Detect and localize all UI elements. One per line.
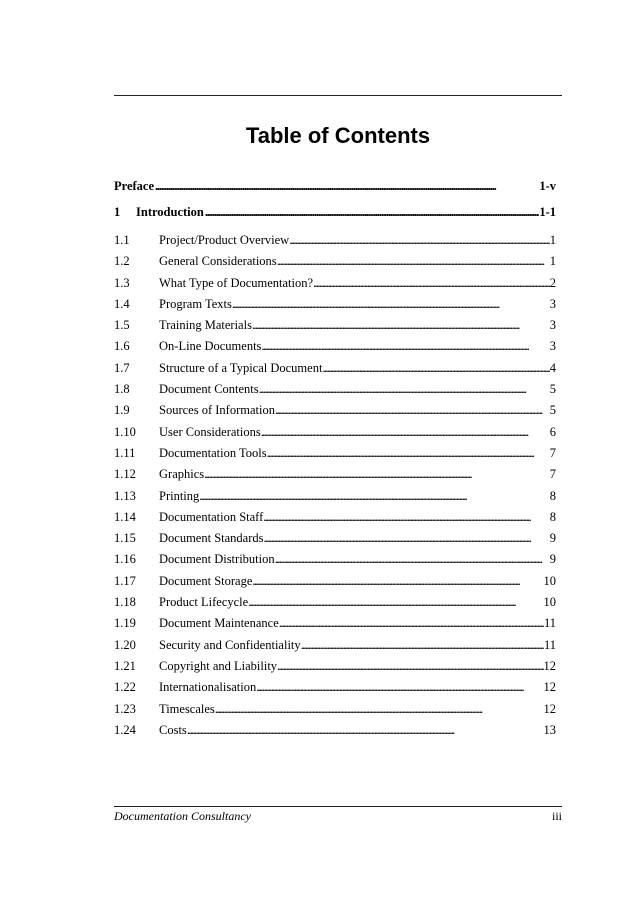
header-rule — [114, 95, 562, 96]
leader-dots — [199, 486, 549, 507]
leader-dots — [205, 202, 539, 222]
toc-entry-number: 1.21 — [114, 658, 136, 673]
toc-entry-number: 1.2 — [114, 254, 130, 269]
toc-entry-label: Document Storage — [159, 573, 253, 588]
leader-dots — [215, 699, 544, 720]
leader-dots — [279, 613, 544, 634]
toc-entry-number: 1.20 — [114, 637, 136, 652]
toc-entry-page: 1 — [549, 233, 556, 247]
toc-entry-page: 5 — [549, 382, 556, 397]
toc-entry-label: Documentation Tools — [159, 445, 267, 460]
leader-dots — [204, 464, 550, 485]
toc-entry-number: 1.18 — [114, 595, 136, 610]
toc-entry-page: 13 — [543, 722, 556, 737]
toc-entry-page: 1-v — [539, 179, 556, 193]
footer-rule — [114, 806, 562, 807]
toc-entry-page: 3 — [549, 318, 556, 333]
toc-entry-number: 1.7 — [114, 360, 130, 375]
leader-dots — [267, 443, 550, 464]
toc-entry[interactable] — [114, 230, 556, 251]
leader-dots — [275, 400, 550, 421]
toc-entry-page: 9 — [549, 552, 556, 567]
table-of-contents — [114, 176, 556, 741]
toc-entry-page: 6 — [549, 424, 556, 439]
toc-entry-label: Documentation Staff — [159, 509, 264, 524]
toc-entry-page: 2 — [549, 275, 556, 290]
toc-entry-number: 1.4 — [114, 296, 130, 311]
leader-dots — [322, 358, 549, 379]
toc-entry-label: Security and Confidentiality — [159, 637, 301, 652]
toc-entry[interactable] — [114, 358, 556, 379]
toc-entry-number: 1.1 — [114, 233, 130, 247]
toc-entry-number: 1.15 — [114, 531, 136, 546]
leader-dots — [289, 230, 550, 251]
toc-entry[interactable] — [114, 656, 556, 677]
toc-entry-label: Training Materials — [159, 318, 252, 333]
page-title: Table of Contents — [245, 123, 431, 148]
toc-entry-label: Program Texts — [159, 296, 232, 311]
toc-entry[interactable] — [114, 720, 556, 741]
toc-entry[interactable] — [114, 400, 556, 421]
toc-entry-label: Document Contents — [159, 382, 259, 397]
toc-entry-label: Introduction — [136, 205, 204, 219]
toc-entry-number: 1.24 — [114, 722, 136, 737]
leader-dots — [232, 294, 550, 315]
toc-entry-label: Sources of Information — [159, 403, 275, 418]
toc-entry-label: Timescales — [159, 701, 215, 716]
toc-entry-page: 7 — [549, 467, 556, 482]
leader-dots — [261, 336, 549, 357]
leader-dots — [252, 571, 543, 592]
toc-entry[interactable] — [114, 422, 556, 443]
toc-entry-number: 1.8 — [114, 382, 130, 397]
toc-entry-number: 1.10 — [114, 424, 136, 439]
toc-entry-page: 1 — [549, 254, 556, 269]
toc-entry[interactable] — [114, 571, 556, 592]
toc-entry-label: What Type of Documentation? — [159, 275, 314, 290]
toc-entry-page: 10 — [543, 573, 556, 588]
toc-entry[interactable] — [114, 677, 556, 698]
toc-entry-number: 1.5 — [114, 318, 130, 333]
leader-dots — [256, 677, 543, 698]
toc-section-list — [114, 230, 556, 741]
toc-entry-page: 12 — [543, 658, 556, 673]
toc-entry[interactable] — [114, 273, 556, 294]
leader-dots — [301, 635, 544, 656]
toc-entry-label: On-Line Documents — [159, 339, 262, 354]
toc-entry[interactable] — [114, 336, 556, 357]
toc-entry[interactable] — [114, 486, 556, 507]
toc-entry[interactable] — [114, 443, 556, 464]
toc-entry-label: Internationalisation — [159, 680, 257, 695]
toc-entry[interactable] — [114, 699, 556, 720]
toc-entry-number: 1.13 — [114, 488, 136, 503]
toc-entry-label: Project/Product Overview — [159, 233, 290, 247]
toc-entry-page: 1-1 — [539, 205, 556, 219]
toc-entry[interactable] — [114, 251, 556, 272]
toc-entry-preface[interactable] — [114, 176, 556, 196]
toc-entry-label: Document Maintenance — [159, 616, 279, 631]
toc-entry[interactable] — [114, 635, 556, 656]
toc-entry-page: 11 — [543, 616, 556, 631]
toc-entry-number: 1.12 — [114, 467, 136, 482]
toc-entry-page: 8 — [549, 488, 556, 503]
toc-entry[interactable] — [114, 507, 556, 528]
leader-dots — [155, 176, 539, 196]
leader-dots — [252, 315, 550, 336]
toc-entry[interactable] — [114, 549, 556, 570]
toc-entry-label: Document Standards — [159, 531, 264, 546]
toc-entry-label: Graphics — [159, 467, 205, 482]
toc-entry-number: 1.3 — [114, 275, 130, 290]
toc-entry[interactable] — [114, 315, 556, 336]
toc-entry-page: 3 — [549, 296, 556, 311]
leader-dots — [259, 379, 550, 400]
toc-entry-page: 9 — [549, 531, 556, 546]
leader-dots — [275, 549, 550, 570]
toc-entry-page: 12 — [543, 701, 556, 716]
leader-dots — [263, 507, 549, 528]
toc-entry[interactable] — [114, 464, 556, 485]
toc-entry-page: 4 — [549, 360, 556, 375]
toc-entry-number: 1.9 — [114, 403, 130, 418]
toc-entry-number: 1.6 — [114, 339, 130, 354]
toc-entry-page: 7 — [549, 445, 556, 460]
toc-entry-label: Costs — [159, 722, 187, 737]
toc-entry-label: Printing — [159, 488, 200, 503]
leader-dots — [261, 422, 550, 443]
toc-entry-label: General Considerations — [159, 254, 277, 269]
toc-entry[interactable] — [114, 294, 556, 315]
toc-entry-number: 1.16 — [114, 552, 136, 567]
toc-entry-label: Document Distribution — [159, 552, 275, 567]
toc-entry-label: Product Lifecycle — [159, 595, 249, 610]
toc-entry-page: 5 — [549, 403, 556, 418]
toc-entry[interactable] — [114, 592, 556, 613]
toc-entry-number: 1.17 — [114, 573, 136, 588]
toc-entry-number: 1.19 — [114, 616, 136, 631]
toc-entry[interactable] — [114, 613, 556, 634]
toc-entry[interactable] — [114, 528, 556, 549]
leader-dots — [313, 273, 550, 294]
toc-entry-number: 1.23 — [114, 701, 136, 716]
toc-entry-number: 1 — [114, 205, 121, 219]
toc-entry-page: 10 — [543, 595, 556, 610]
toc-entry-chapter[interactable] — [114, 202, 556, 222]
toc-entry-label: User Considerations — [159, 424, 261, 439]
footer-page-number: iii — [551, 809, 562, 823]
leader-dots — [277, 656, 543, 677]
toc-entry-number: 1.11 — [114, 445, 136, 460]
toc-entry-label: Preface — [114, 179, 155, 193]
toc-entry-page: 3 — [549, 339, 556, 354]
toc-entry-label: Copyright and Liability — [159, 658, 278, 673]
leader-dots — [248, 592, 543, 613]
toc-entry-label: Structure of a Typical Document — [159, 360, 323, 375]
leader-dots — [277, 251, 550, 272]
toc-entry-number: 1.22 — [114, 680, 136, 695]
leader-dots — [187, 720, 544, 741]
toc-entry-page: 8 — [549, 509, 556, 524]
footer-title: Documentation Consultancy — [114, 809, 251, 823]
leader-dots — [264, 528, 550, 549]
toc-entry-page: 11 — [543, 637, 556, 652]
toc-entry-number: 1.14 — [114, 509, 136, 524]
toc-entry[interactable] — [114, 379, 556, 400]
toc-entry-page: 12 — [543, 680, 556, 695]
